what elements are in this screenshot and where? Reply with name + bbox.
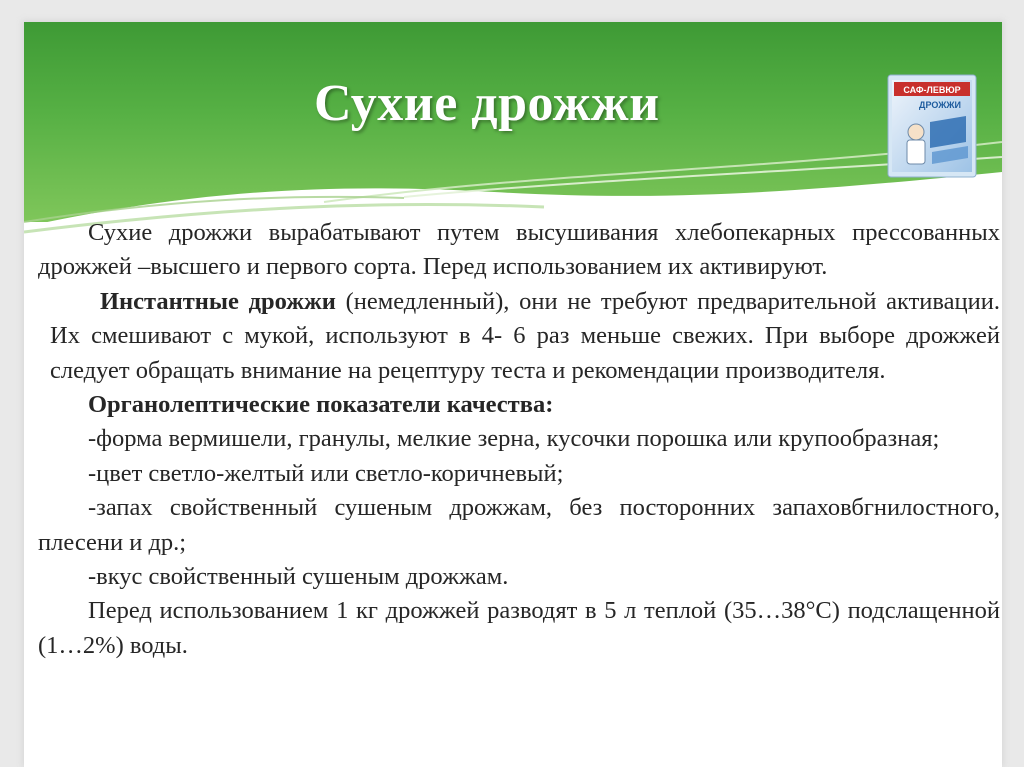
paragraph-dilution: Перед использованием 1 кг дрожжей разводят в 5 л теплой (35…38°С) подслащенной (1…2%) воды. bbox=[38, 597, 1000, 659]
list-item-smell: -запах свойственный сушеным дрожжам, без посторонних запаховбгнилостного, плесени и др.; bbox=[38, 494, 1000, 556]
yeast-package-image bbox=[886, 72, 978, 180]
package-brand-text: САФ-ЛЕВЮР bbox=[903, 85, 961, 95]
list-item-color: -цвет светло-желтый или светло-коричневый; bbox=[88, 459, 564, 487]
list-item-form: -форма вермишели, гранулы, мелкие зерна, кусочки порошка или крупообразная; bbox=[88, 425, 940, 453]
instant-yeast-term: Инстантные дрожжи bbox=[100, 287, 336, 315]
body-text bbox=[38, 216, 1000, 663]
paragraph-dry-yeast: Сухие дрожжи вырабатывают путем высушивания хлебопекарных прессованных дрожжей –высшего и первого сорта. Перед использованием их активируют. bbox=[38, 219, 1000, 281]
slide bbox=[24, 22, 1002, 767]
instant-yeast-description: (немедленный), они не требуют предварительной активации. Их смешивают с мукой, используют в 4- 6 раз меньше свежих. При выборе дрожжей следует обращать внимание на рецептуру теста и рекомендации производителя. bbox=[50, 287, 1000, 384]
quality-heading: Органолептические показатели качества: bbox=[88, 391, 554, 419]
slide-title: Сухие дрожжи bbox=[314, 75, 660, 132]
package-product-text: ДРОЖЖИ bbox=[919, 100, 961, 110]
list-item-taste: -вкус свойственный сушеным дрожжам. bbox=[88, 563, 509, 591]
paragraph-instant-yeast bbox=[38, 285, 1000, 388]
